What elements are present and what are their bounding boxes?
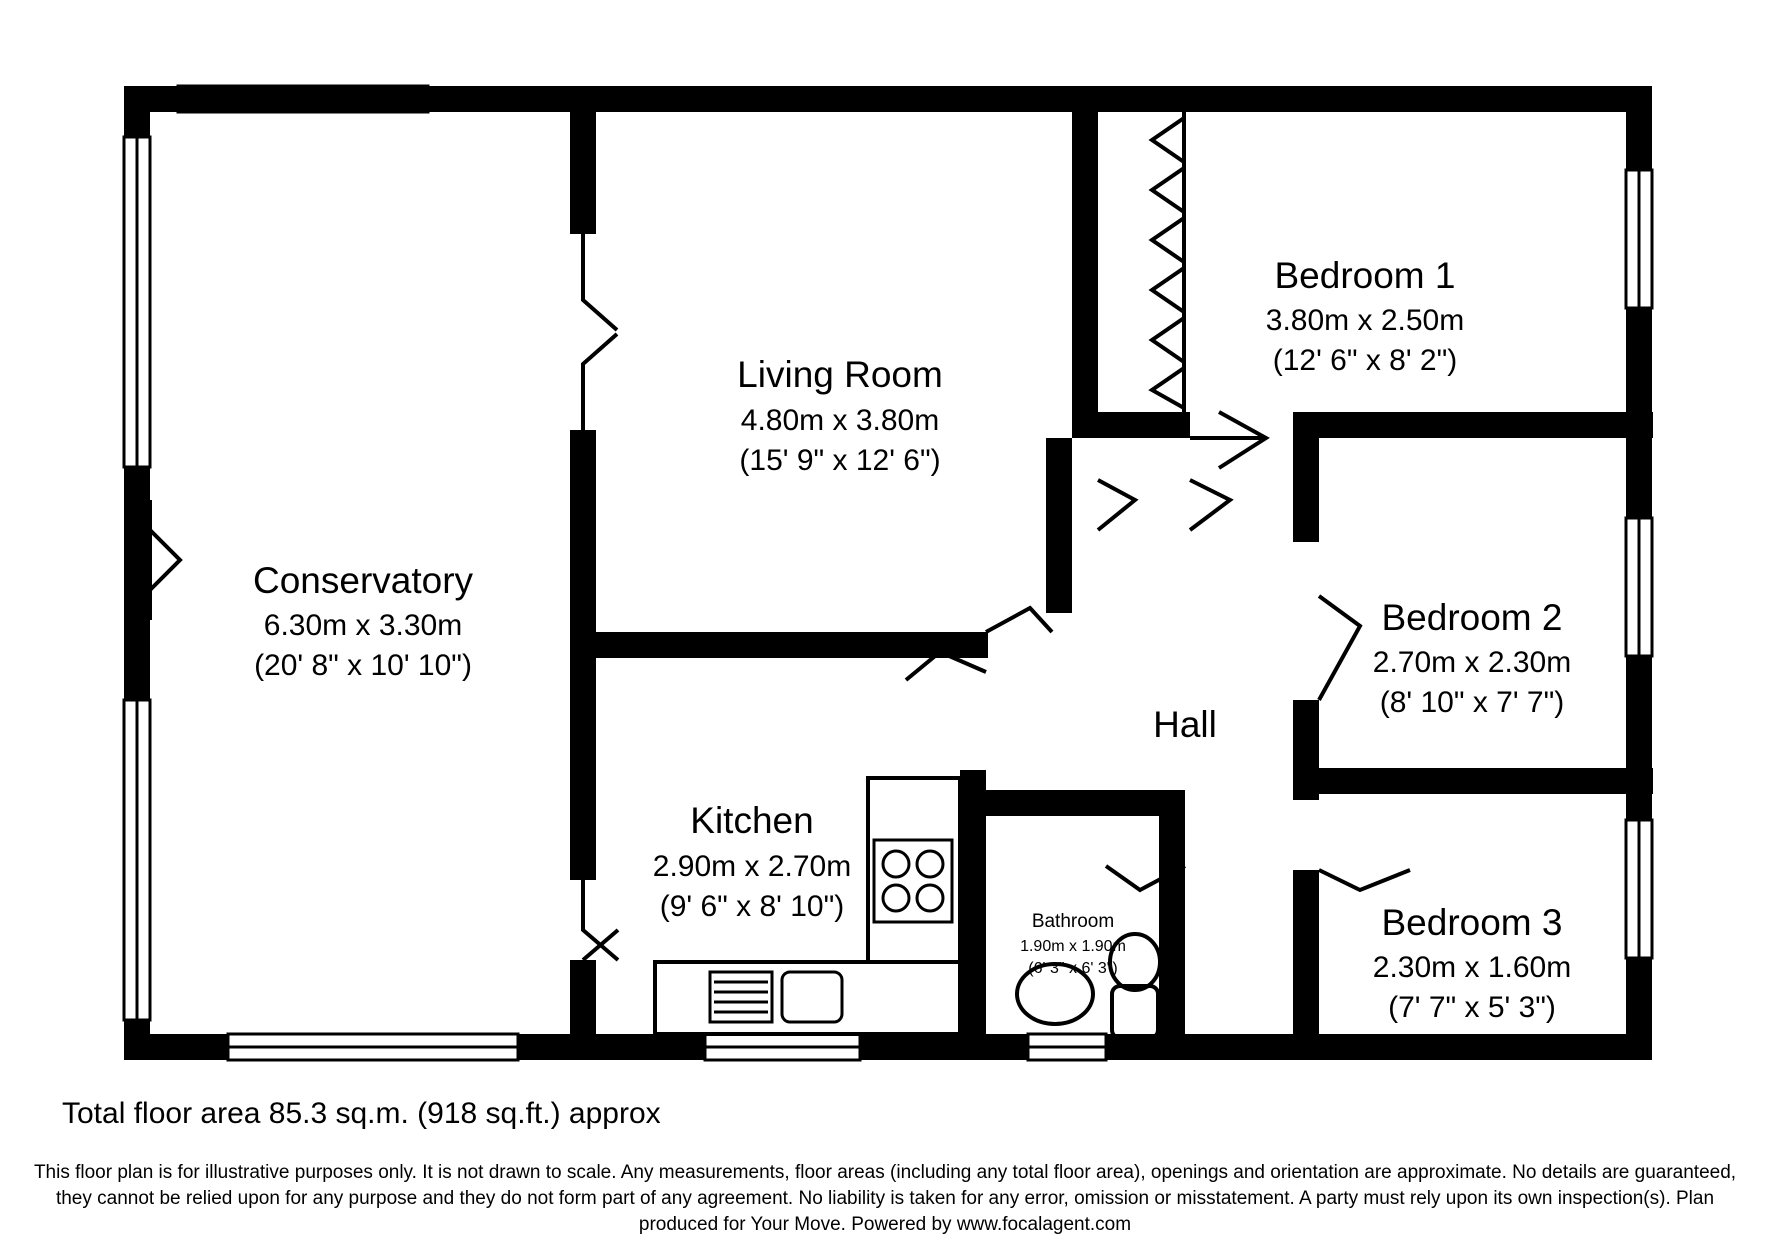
disclaimer-line-2: they cannot be relied upon for any purpose and they do not form part of any agreement. No liability is taken for any error, omission or misstatement. A party must rely upon its own inspection(s). Plan: [55, 1188, 1715, 1209]
room-label-bedroom-1-metric: 3.80m x 2.50m: [1265, 304, 1465, 337]
room-label-living-room-name: Living Room: [737, 354, 943, 395]
total-floor-area: Total floor area 85.3 sq.m. (918 sq.ft.) approx: [62, 1097, 661, 1130]
room-label-bedroom-3-name: Bedroom 3: [1381, 902, 1563, 943]
room-label-conservatory-imperial: (20' 8" x 10' 10"): [254, 649, 472, 682]
footer-text: [34, 1097, 1736, 1235]
room-label-living-room-metric: 4.80m x 3.80m: [740, 404, 940, 437]
room-label-bedroom-2-name: Bedroom 2: [1381, 597, 1563, 638]
room-label-bedroom-2-imperial: (8' 10" x 7' 7"): [1379, 686, 1565, 719]
room-label-kitchen-imperial: (9' 6" x 8' 10"): [659, 890, 845, 923]
room-label-kitchen-name: Kitchen: [690, 800, 814, 841]
room-label-bedroom-2-metric: 2.70m x 2.30m: [1372, 646, 1572, 679]
room-label-bathroom-name: Bathroom: [1031, 911, 1115, 932]
disclaimer-line-1: This floor plan is for illustrative purposes only. It is not drawn to scale. Any measurements, floor areas (including any total floor area), openings and orientation are approximate. No details are guaranteed,: [33, 1162, 1737, 1183]
room-label-bedroom-3-imperial: (7' 7" x 5' 3"): [1388, 991, 1556, 1024]
room-label-hall-name: Hall: [1153, 704, 1217, 745]
room-label-bathroom-metric: 1.90m x 1.90m: [1020, 938, 1126, 955]
room-label-kitchen-metric: 2.90m x 2.70m: [652, 850, 852, 883]
room-label-bedroom-3-metric: 2.30m x 1.60m: [1372, 951, 1572, 984]
disclaimer-line-3: produced for Your Move. Powered by www.focalagent.com: [638, 1214, 1132, 1235]
room-label-bedroom-1-imperial: (12' 6" x 8' 2"): [1272, 344, 1458, 377]
room-label-conservatory-name: Conservatory: [252, 560, 474, 601]
room-label-living-room-imperial: (15' 9" x 12' 6"): [739, 444, 941, 477]
room-label-conservatory-metric: 6.30m x 3.30m: [263, 609, 463, 642]
room-label-bathroom-imperial: (6' 3" x 6' 3"): [1028, 960, 1118, 977]
room-label-bedroom-1-name: Bedroom 1: [1274, 255, 1456, 296]
wardrobe-hatching: [1152, 110, 1184, 412]
